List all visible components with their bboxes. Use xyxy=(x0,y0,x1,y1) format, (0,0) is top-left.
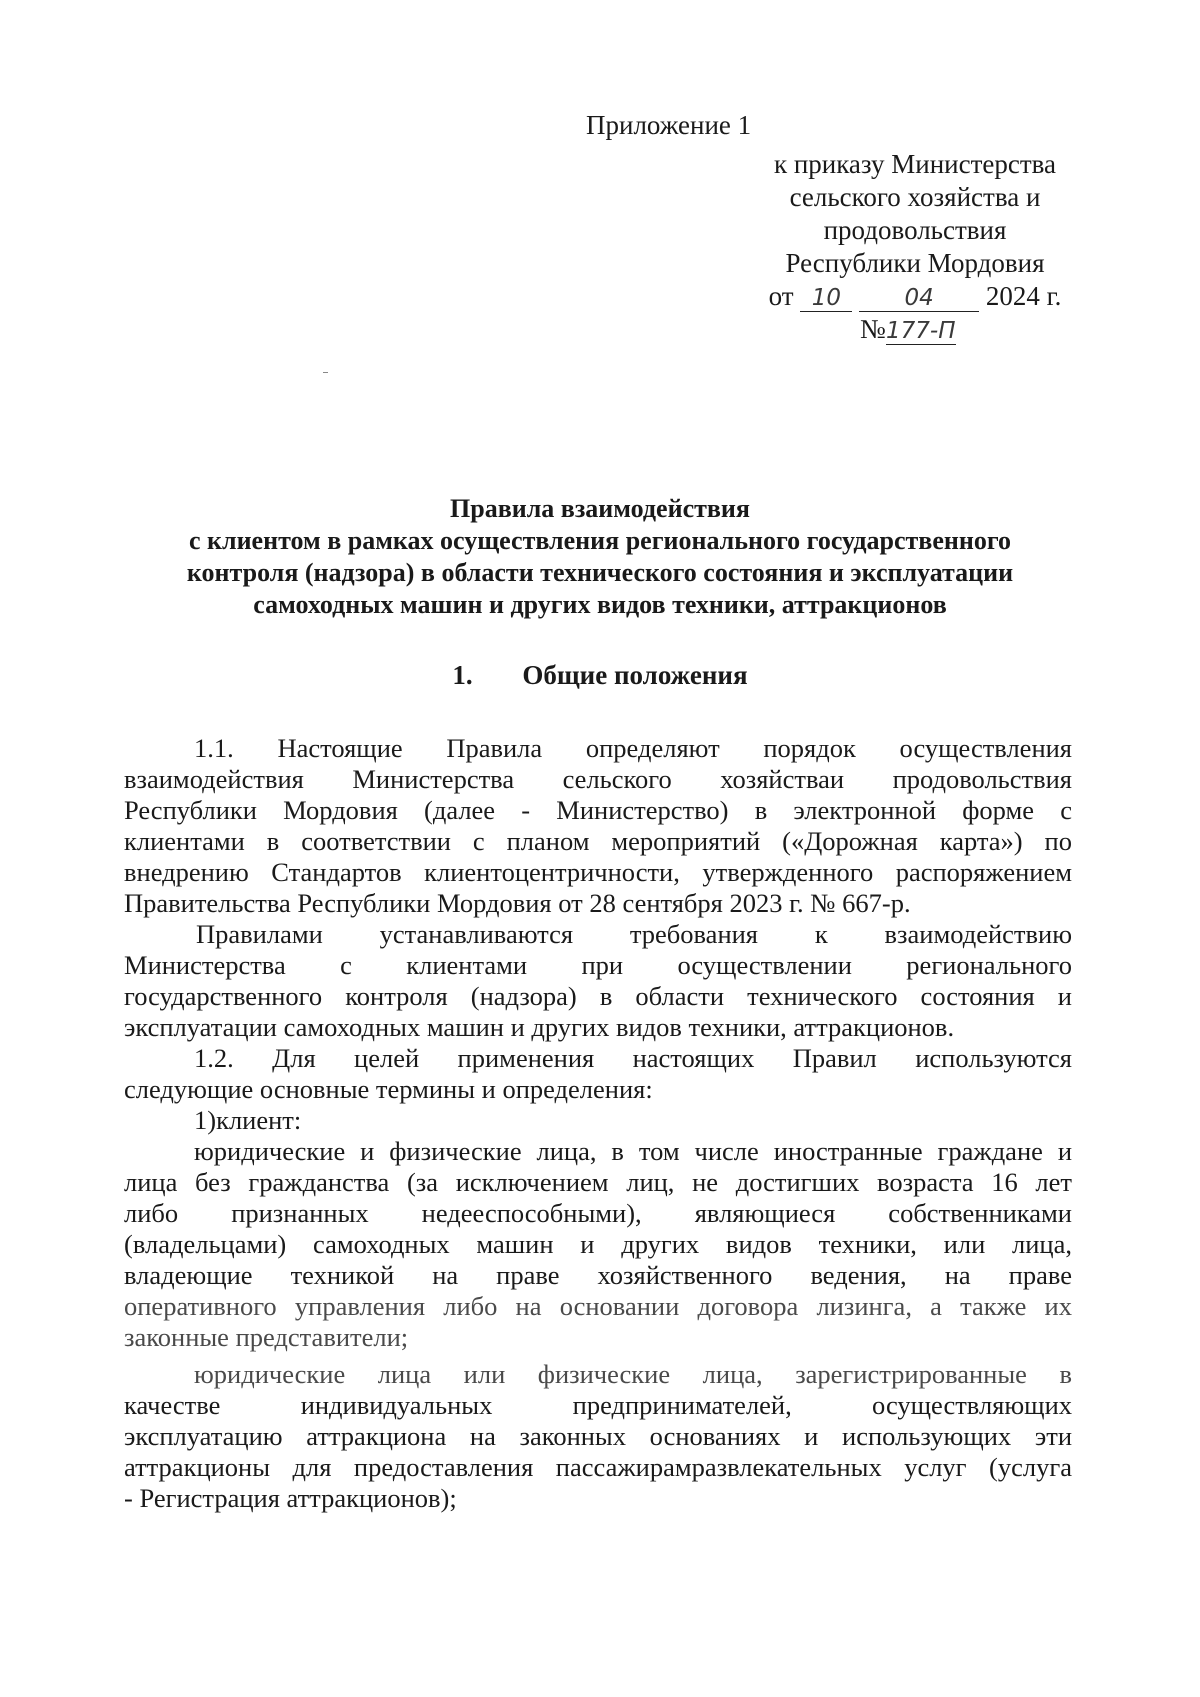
order-number-handwritten: 177-П xyxy=(886,318,956,344)
text-line: 1.1. Настоящие Правила определяют порядок осуществления xyxy=(194,733,1072,763)
text-line: качестве индивидуальных предпринимателей, осуществляющих xyxy=(124,1390,1072,1420)
title-line: с клиентом в рамках осуществления регионального государственного xyxy=(188,526,1012,555)
text-line: юридические лица или физические лица, зарегистрированные в xyxy=(194,1359,1072,1389)
paragraph-rules xyxy=(124,919,1072,1043)
section-title: Общие положения xyxy=(522,660,748,690)
title-line: контроля (надзора) в области технического состояния и эксплуатации xyxy=(186,558,1014,587)
title-line: самоходных машин и других видов техники, аттракционов xyxy=(253,590,947,619)
text-line: Министерства с клиентами при осуществлении регионального xyxy=(124,950,1072,980)
order-date xyxy=(740,280,1090,313)
text-line: законные представители; xyxy=(124,1322,409,1352)
document-title xyxy=(120,493,1080,621)
appendix-line: Республики Мордовия xyxy=(785,248,1045,278)
title-line: Правила взаимодействия xyxy=(450,494,750,523)
date-month-field xyxy=(859,283,979,312)
text-line: 1.2. Для целей применения настоящих Правил используются xyxy=(194,1043,1072,1073)
text-line: либо признанных недееспособными), являющиеся собственниками xyxy=(124,1198,1072,1228)
paragraph-client-def-2 xyxy=(124,1359,1072,1514)
order-number-field xyxy=(886,316,956,345)
text-line: внедрению Стандартов клиентоцентричности, утвержденного распоряжением xyxy=(124,857,1072,887)
date-day-field xyxy=(800,283,852,312)
text-line: Республики Мордовия (далее - Министерство) в электронной форме с xyxy=(124,795,1072,825)
paragraph-1-1 xyxy=(124,733,1072,919)
text-line: (владельцами) самоходных машин и других видов техники, или лица, xyxy=(124,1229,1072,1259)
paragraph-client-def-1 xyxy=(124,1136,1072,1353)
text-line: 1)клиент: xyxy=(194,1105,302,1135)
text-line: следующие основные термины и определения: xyxy=(124,1074,653,1104)
text-line: эксплуатацию аттракциона на законных основаниях и использующих эти xyxy=(124,1421,1072,1451)
text-line: оперативного управления либо на основании договора лизинга, а также их xyxy=(124,1291,1072,1321)
text-line: взаимодействия Министерства сельского хозяйстваи продовольствия xyxy=(124,764,1072,794)
appendix-line: сельского хозяйства и xyxy=(789,182,1041,212)
section-number: 1. xyxy=(452,660,473,690)
date-day-handwritten: 10 xyxy=(811,285,841,311)
appendix-line: продовольствия xyxy=(823,215,1007,245)
text-line: юридические и физические лица, в том числе иностранные граждане и xyxy=(194,1136,1072,1166)
body-text xyxy=(124,733,1072,1514)
text-line: лица без гражданства (за исключением лиц, не достигших возраста 16 лет xyxy=(124,1167,1072,1197)
paragraph-1-2 xyxy=(124,1043,1072,1105)
paragraph-client-term xyxy=(124,1105,1072,1136)
section-heading xyxy=(120,658,1080,692)
order-number xyxy=(740,313,1090,346)
text-line: Правилами устанавливаются требования к взаимодействию xyxy=(196,919,1072,949)
text-line: клиентами в соответствии с планом мероприятий («Дорожная карта») по xyxy=(124,826,1072,856)
scan-speck xyxy=(323,372,328,373)
text-line: аттракционы для предоставления пассажирамразвлекательных услуг (услуга xyxy=(124,1452,1072,1482)
date-month-handwritten: 04 xyxy=(904,285,934,311)
appendix-reference xyxy=(740,148,1090,346)
text-line: владеющие техникой на праве хозяйственного ведения, на праве xyxy=(124,1260,1072,1290)
text-line: - Регистрация аттракционов); xyxy=(124,1483,457,1513)
appendix-line: к приказу Министерства xyxy=(773,149,1057,179)
text-line: Правительства Республики Мордовия от 28 сентября 2023 г. № 667-р. xyxy=(124,888,911,918)
appendix-title: Приложение 1 xyxy=(586,110,752,140)
text-line: государственного контроля (надзора) в области технического состояния и xyxy=(124,981,1072,1011)
date-year: 2024 г. xyxy=(985,281,1062,311)
date-prefix: от xyxy=(768,281,794,311)
number-prefix: № xyxy=(860,314,886,344)
text-line: эксплуатации самоходных машин и других видов техники, аттракционов. xyxy=(124,1012,955,1042)
